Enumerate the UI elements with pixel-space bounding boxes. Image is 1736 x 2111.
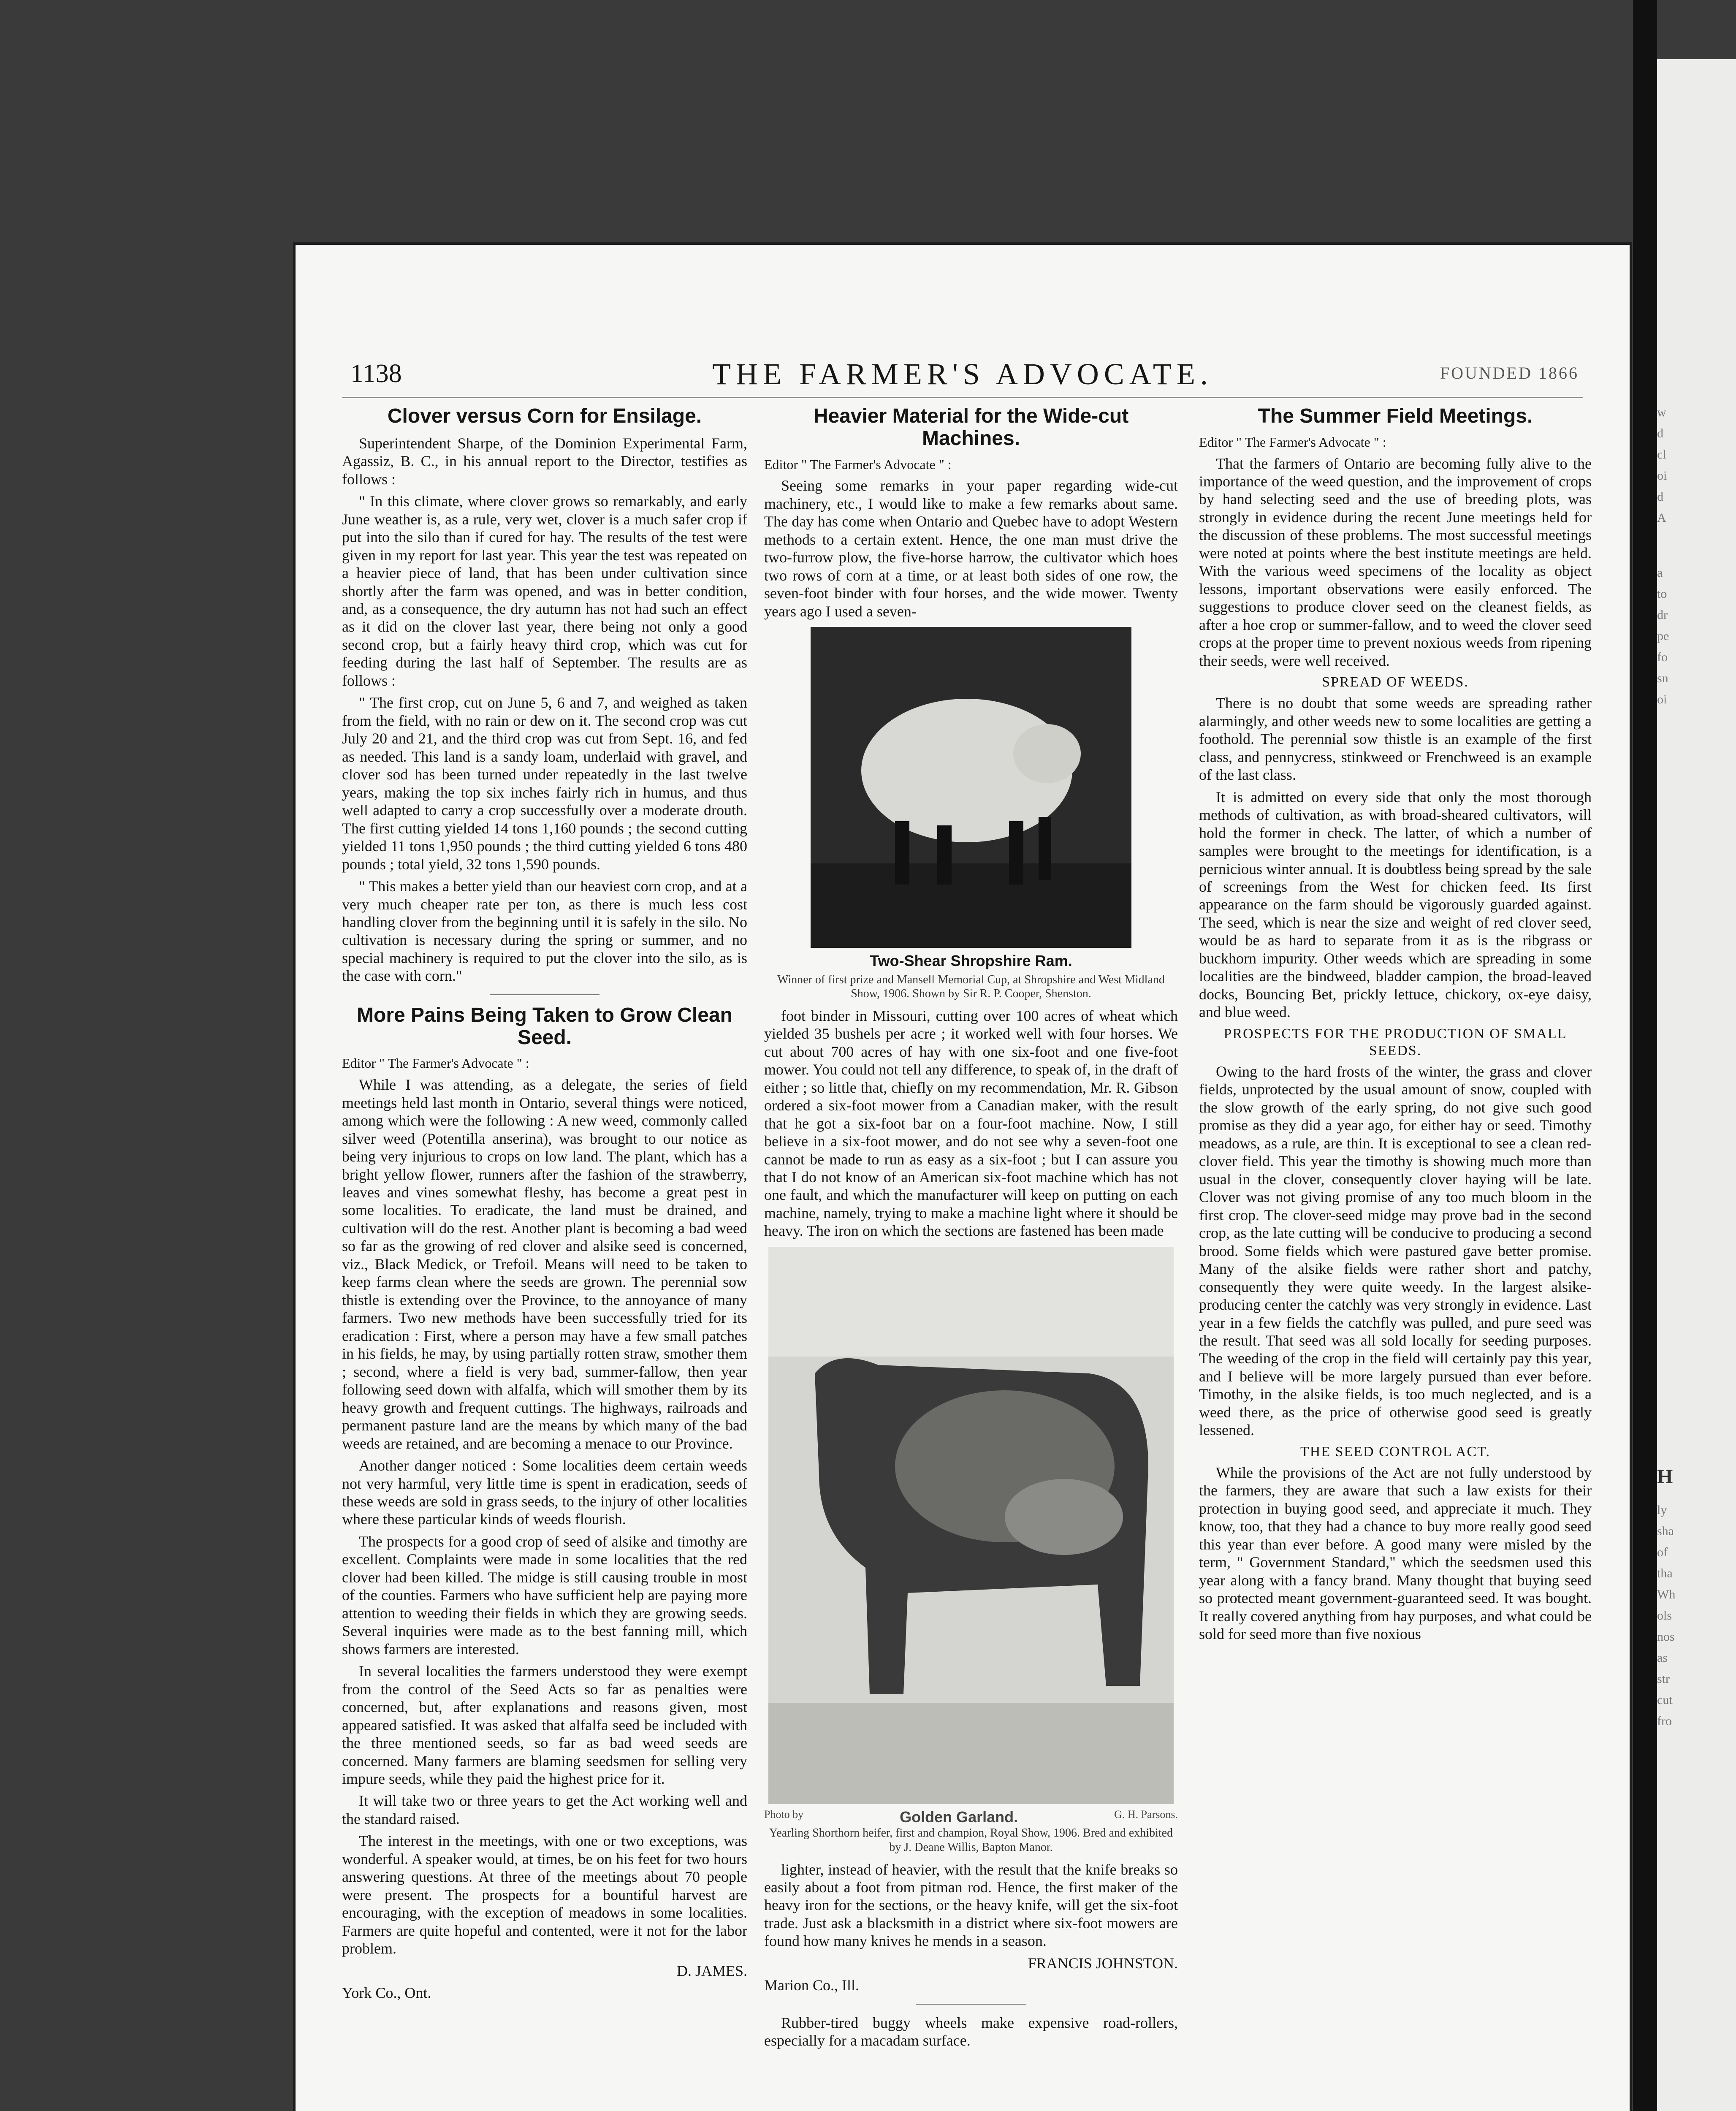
article-separator	[490, 994, 599, 995]
photo-credit-row	[764, 1808, 1178, 1826]
facing-page-fragment: fro	[1657, 1714, 1672, 1728]
facing-page-fragment: of	[1657, 1545, 1668, 1559]
figure-title: Golden Garland.	[900, 1808, 1018, 1826]
facing-page-fragment: cut	[1657, 1693, 1673, 1707]
facing-page-fragment: oi	[1657, 692, 1667, 706]
article-title-clean-seed: More Pains Being Taken to Grow Clean Seed.	[357, 1004, 732, 1049]
facing-page-fragment: sha	[1657, 1524, 1674, 1538]
founded-line: FOUNDED 1866	[1440, 364, 1579, 383]
facing-page-fragment: as	[1657, 1651, 1668, 1665]
subheading: PROSPECTS FOR THE PRODUCTION OF SMALL SEEDS.	[1223, 1026, 1567, 1058]
facing-page-fragment: dr	[1657, 608, 1668, 622]
facing-page-fragment: tha	[1657, 1566, 1673, 1580]
paragraph: It is admitted on every side that only the most thorough methods of cultivation, as with broad-sheared cultivators, will hold the former in check. The latter, of which a number of samples were brought to the meetings for identification, is a pernicious winter annual. It is doubtless being spread by the sale of screenings from the West for chicken feed. Its first appearance on the farm should be vigorously guarded against. The seed, which is near the size and weight of red clover seed, would be as hard to separate from it as is the ribgrass or buckhorn impurity. Other weeds which are spreading in some localities are the bindweed, bladder campion, the broad-leaved docks, Bouncing Bet, prickly lettuce, chickory, ox-eye daisy, and blue weed.	[1199, 788, 1592, 1021]
article-title-wide-cut: Heavier Material for the Wide-cut Machines.	[813, 405, 1129, 450]
paragraph: " This makes a better yield than our heaviest corn crop, and at a very much cheaper rate per ton, as there is much less cost handling clover from the beginning until it is safely in the silo. No cultivation is necessary during the spring or summer, and no special machinery is required to put the clover into the silo, as is the case with corn."	[342, 878, 747, 985]
paragraph: While I was attending, as a delegate, the series of field meetings held last month in Ontario, several things were noticed, among which were the following : A new weed, commonly called silver weed (Potentilla anserina), was brought to our notice as being very injurious to crops on low land. The plant, which has a bright yellow flower, runners after the fashion of the strawberry, leaves and vines somewhat fleshy, has become a great pest in some localities. To eradicate, the land must be drained, and cultivation will do the rest. Another plant is becoming a bad weed so far as the growing of red clover and alsike seed is concerned, viz., Black Medick, or Trefoil. Means will need to be taken to keep farms clean where the seeds are grown. The perennial sow thistle is extending over the Province, to the annoyance of many farmers. Two new methods have been successfully tried for its eradication : First, where a person may have a few small patches in his fields, he may, by using partially rotten straw, smother them ; second, where a field is very bad, summer-fallow, then year following seed down with alfalfa, which will smother them by its heavy growth and frequent cuttings. The highways, railroads and permanent pasture land are the means by which many of the bad weeds are retained, and are becoming a menace to our Province.	[342, 1076, 747, 1452]
facing-page-fragment: str	[1657, 1672, 1670, 1686]
column-right	[1199, 405, 1592, 1647]
facing-page-fragment: H	[1657, 1465, 1673, 1488]
photographer: G. H. Parsons.	[1114, 1808, 1178, 1821]
paragraph: foot binder in Missouri, cutting over 100 acres of wheat which yielded 35 bushels per acre ; it worked well with four horses. We cut about 700 acres of hay with one six-foot and one five-foot mower. You could not tell any difference, to speak of, in the draft of either ; so little that, chiefly on my recommendation, Mr. R. Gibson ordered a six-foot mower from a Canadian maker, with the result that he got a six-foot bar on a four-foot machine. Now, I still believe in a six-foot mower, and do not see why a seven-foot one cannot be made to run as easy as a six-foot ; but I can assure you that I do not know of an American six-foot machine which has not one fault, and which the manufacturer will keep on putting on each machine, namely, trying to make a machine light where it should be heavy. The iron on which the sections are fastened has been made	[764, 1007, 1178, 1240]
facing-page-edge	[1657, 59, 1736, 2111]
paragraph: lighter, instead of heavier, with the result that the knife breaks so easily about a foot from pitman rod. Hence, the first maker of the heavy iron for the sections, or the heavy knife, will get the six-foot trade. Just ask a blacksmith in a district where six-foot mowers are found how many knives he mends in a season.	[764, 1861, 1178, 1950]
dateline: York Co., Ont.	[342, 1984, 431, 2002]
paragraph: The interest in the meetings, with one or two exceptions, was wonderful. A speaker would, at times, be on his feet for two hours answering questions. At three of the meetings about 70 people were present. The prospects for a bountiful harvest are encouraging, with the exception of meadows in some localities. Farmers are quite hopeful and contented, were it not for the labor problem.	[342, 1832, 747, 1957]
facing-page-fragment: d	[1657, 490, 1663, 504]
paragraph: There is no doubt that some weeds are spreading rather alarmingly, and other weeds new to some localities are getting a foothold. The perennial sow thistle is an example of the first class, and pennycress, stinkweed or Frenchweed is an example of the last class.	[1199, 695, 1592, 784]
masthead: THE FARMER'S ADVOCATE.	[712, 357, 1213, 391]
signature: D. JAMES.	[676, 1962, 747, 1979]
facing-page-fragment: nos	[1657, 1630, 1675, 1644]
facing-page-fragment: a	[1657, 566, 1663, 580]
facing-page-fragment: fo	[1657, 650, 1668, 664]
paragraph: Another danger noticed : Some localities deem certain weeds not very harmful, very little time is spent in eradication, seeds of these weeds are sold in grass seeds, to the injury of other localities where these particular kinds of weeds flourish.	[342, 1457, 747, 1528]
facing-page-fragment: to	[1657, 587, 1667, 601]
paragraph: Owing to the hard frosts of the winter, the grass and clover fields, unprotected by the usual amount of snow, coupled with the slow growth of the early spring, do not give such good promise as they did a year ago, for either hay or seed. Timothy meadows, as a rule, are thin. It is exceptional to see a clean red-clover field. This year the timothy is showing much more than usual in the clover, consequently clover haying will be late. Clover was not giving promise of any too much bloom in the first crop. The clover-seed midge may prove bad in the second crop, as the late cutting will be conducive to producing a second brood. Some fields which were pastured gave better promise. Many of the alsike fields were rather short and patchy, consequently they were quite weedy. In the largest alsike-producing center the catchly was very strongly in evidence. Last year in a few fields the catchfly was pulled, and pure seed was the result. That seed was all sold locally for seeding purposes. The weeding of the crop in the field will certainly pay this year, and I believe will be more largely pursued than ever before. Timothy, in the alsike fields, is too much neglected, and is a weed there, as the price of otherwise good seed is greatly lessened.	[1199, 1063, 1592, 1439]
dark-mat-strip	[1633, 0, 1657, 2111]
facing-page-fragment: oi	[1657, 469, 1667, 483]
paragraph: " In this climate, where clover grows so remarkably, and early June weather is, as a rule, very wet, clover is a much safer crop if put into the silo than if cured for hay. The results of the test were given in my report for last year. This year the test was repeated on a heavier piece of land, that has been under cultivation since shortly after the farm was opened, and was in better condition, and, as a consequence, the dry autumn has not had such an effect as it did on the clover last year, there being not only a good second crop, but a fairly heavy third crop, which was cut for feeding during the last half of September. The results are as follows :	[342, 493, 747, 689]
page-number: 1138	[350, 359, 402, 388]
paragraph: While the provisions of the Act are not fully understood by the farmers, they are aware that such a law exists for their protection in buying good seed, and appreciate it much. They know, too, that they had a chance to buy more really good seed this year than ever before. A good many were misled by the term, " Government Standard," which the seedsmen used this year along with a fancy brand. Many thought that buying seed so protected meant government-guaranteed seed. It was bought. It really covered anything from hay purposes, and what could be sold for seed more than five noxious	[1199, 1464, 1592, 1643]
paragraph: That the farmers of Ontario are becoming fully alive to the importance of the weed question, and the improvement of crops by hand selecting seed and the use of breeding plots, was strongly in evidence during the recent June meetings held for the discussion of these problems. The most successful meetings were noted at points where the best institute meetings are held. With the various weed specimens of the locality as object lessons, important observations were easily enforced. The suggestions to produce clover seed on the cleanest fields, as after a hoe crop or summer-fallow, and to weed the clover seed crops at the proper time to prevent noxious weeds from ripening their seeds, were well received.	[1199, 455, 1592, 669]
article-title-clover: Clover versus Corn for Ensilage.	[387, 405, 702, 427]
paragraph: In several localities the farmers understood they were exempt from the control of the Seed Acts so far as penalties were concerned, but, after explanations and reasons given, most appeared satisfied. It was asked that alfalfa seed be included with the three mentioned seeds, so far as bad weed seeds are concerned. Many farmers are blaming seedsmen for selling very impure seeds, while they paid the highest price for it.	[342, 1663, 747, 1788]
facing-page-fragment: w	[1657, 405, 1666, 419]
facing-page-fragment: A	[1657, 511, 1666, 525]
photo-golden-garland	[768, 1247, 1174, 1804]
paragraph: Superintendent Sharpe, of the Dominion Experimental Farm, Agassiz, B. C., in his annual report to the Director, testifies as follows :	[342, 434, 747, 488]
paragraph: The prospects for a good crop of seed of alsike and timothy are excellent. Complaints were made in some localities that the red clover had been killed. The midge is still causing trouble in most of the counties. Farmers who have sufficient help are paying more attention to weeding their fields in which they are growing seeds. Several inquiries were made as to the best fanning mill, which shows farmers are interested.	[342, 1533, 747, 1658]
facing-page-fragment: sn	[1657, 671, 1668, 685]
newspaper-page	[296, 245, 1630, 2111]
editor-salutation: Editor " The Farmer's Advocate " :	[1199, 434, 1386, 450]
paragraph: " The first crop, cut on June 5, 6 and 7, and weighed as taken from the field, with no rain or dew on it. The second crop was cut July 20 and 21, and the third crop was cut from Sept. 16, and fed as needed. This land is a sandy loam, underlaid with gravel, and clover sod has been turned under repeatedly in the last twelve years, making the top six inches fairly rich in humus, and thus well adapted to carry a crop successfully over a moderate drouth. The first cutting yielded 14 tons 1,160 pounds ; the second cutting yielded 11 tons 1,950 pounds ; the third cutting yielded 6 tons 480 pounds ; total yield, 32 tons 1,590 pounds.	[342, 694, 747, 873]
heifer-photo-image	[768, 1247, 1174, 1804]
photo-credit-label: Photo by	[764, 1808, 804, 1821]
facing-page-fragment: ly	[1657, 1503, 1667, 1517]
paragraph: Rubber-tired buggy wheels make expensive road-rollers, especially for a macadam surface.	[764, 2014, 1178, 2049]
article-title-field-meetings: The Summer Field Meetings.	[1258, 405, 1533, 427]
figure-title: Two-Shear Shropshire Ram.	[870, 952, 1072, 970]
facing-page-fragment: d	[1657, 426, 1663, 440]
dateline: Marion Co., Ill.	[764, 1977, 859, 1994]
facing-page-fragment: Wh	[1657, 1587, 1676, 1601]
editor-salutation: Editor " The Farmer's Advocate " :	[342, 1056, 529, 1071]
facing-page-fragment: cl	[1657, 448, 1666, 461]
ram-photo-image	[811, 627, 1131, 948]
paragraph: It will take two or three years to get the Act working well and the standard raised.	[342, 1792, 747, 1827]
facing-page-fragment: ols	[1657, 1609, 1672, 1623]
editor-salutation: Editor " The Farmer's Advocate " :	[764, 456, 952, 472]
header-rule	[342, 397, 1583, 398]
subheading: SPREAD OF WEEDS.	[1322, 674, 1469, 690]
facing-page-fragment: pe	[1657, 629, 1669, 643]
photo-shropshire-ram	[811, 627, 1131, 948]
column-middle	[764, 405, 1178, 2054]
paragraph: Seeing some remarks in your paper regarding wide-cut machinery, etc., I would like to make a few remarks about same. The day has come when Ontario and Quebec have to adopt Western methods to a certain extent. Hence, the one man must drive the two-furrow plow, the five-horse harrow, the cultivator which hoes two rows of corn at a time, or at least both sides of one row, the seven-foot binder with four horses, and the wide mower. Twenty years ago I used a seven-	[764, 477, 1178, 620]
column-left	[342, 405, 747, 2006]
signature: FRANCIS JOHNSTON.	[1028, 1954, 1178, 1972]
figure-caption: Yearling Shorthorn heifer, first and champion, Royal Show, 1906. Bred and exhibited by J. Deane Willis, Bapton Manor.	[769, 1826, 1173, 1854]
subheading: THE SEED CONTROL ACT.	[1300, 1444, 1490, 1460]
article-separator	[916, 2004, 1026, 2005]
figure-caption: Winner of first prize and Mansell Memorial Cup, at Shropshire and West Midland Show, 1906. Shown by Sir R. P. Cooper, Shenston.	[777, 973, 1165, 1001]
